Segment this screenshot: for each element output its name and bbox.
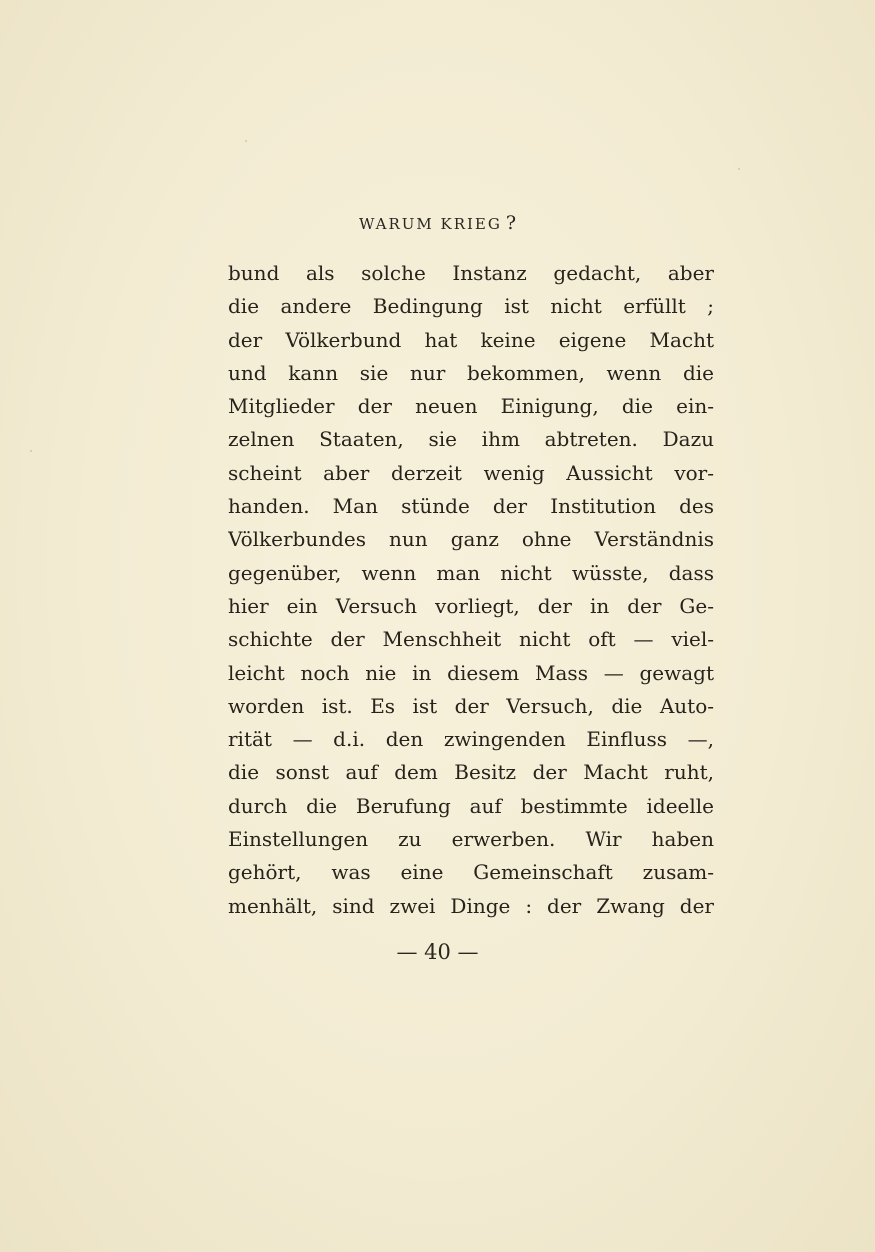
text-line: bund als solche Instanz gedacht, aber [228,261,714,285]
running-head-title: WARUM KRIEG [358,215,502,233]
text-line: durch die Berufung auf bestimmte ideelle [228,793,714,818]
text-line: Völkerbundes nun ganz ohne Verständnis [228,527,714,552]
text-line: worden ist. Es ist der Versuch, die Auto- [228,693,714,718]
running-head [0,212,875,234]
text-line: Mitglieder der neuen Einigung, die ein- [228,394,714,419]
text-line: der Völkerbund hat keine eigene Macht [228,327,714,352]
text-line: hier ein Versuch vorliegt, der in der Ge- [228,593,714,618]
page-number: — 40 — [396,940,479,964]
text-line: rität — d.i. den zwingenden Einfluss —, [228,727,714,752]
paper-speck [738,168,740,170]
text-line: scheint aber derzeit wenig Aussicht vor- [228,460,714,485]
text-line: Einstellungen zu erwerben. Wir haben [228,827,714,852]
text-line: gegenüber, wenn man nicht wüsste, dass [228,560,714,585]
body-text [228,257,714,923]
text-line: gehört, was eine Gemeinschaft zusam- [228,860,714,885]
text-line: die sonst auf dem Besitz der Macht ruht, [228,760,714,785]
text-line: schichte der Menschheit nicht oft — viel- [228,627,714,652]
text-line: die andere Bedingung ist nicht erfüllt ; [228,294,714,319]
text-line: handen. Man stünde der Institution des [228,494,714,519]
paper-speck [30,450,32,452]
text-line: zelnen Staaten, sie ihm abtreten. Dazu [228,427,714,452]
text-line: und kann sie nur bekommen, wenn die [228,360,714,385]
paper-speck [245,140,247,142]
running-head-mark: ? [505,212,517,234]
text-line: leicht noch nie in diesem Mass — gewagt [228,660,714,685]
text-line: menhält, sind zwei Dinge : der Zwang der [228,893,714,918]
